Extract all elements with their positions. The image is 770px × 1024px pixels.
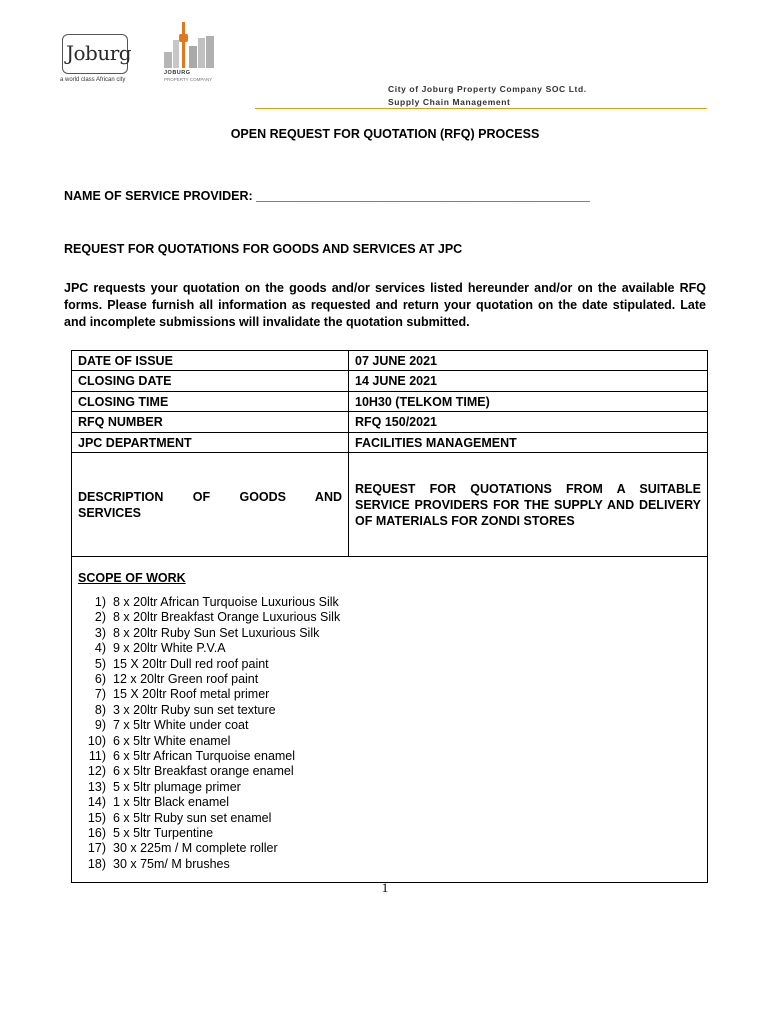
description-label xyxy=(72,453,349,556)
row-value: FACILITIES MANAGEMENT xyxy=(349,433,707,453)
list-item-number: 7) xyxy=(94,687,106,702)
list-item-text: 8 x 20ltr Ruby Sun Set Luxurious Silk xyxy=(113,625,320,640)
list-item-number: 18) xyxy=(87,856,106,871)
joburg-tagline: a world class African city xyxy=(60,77,126,83)
row-value: RFQ 150/2021 xyxy=(349,412,707,432)
list-item xyxy=(78,749,701,764)
list-item-number: 12) xyxy=(87,764,106,779)
scope-title: SCOPE OF WORK xyxy=(78,570,186,585)
company-block xyxy=(388,83,587,109)
scope-list xyxy=(78,595,701,872)
list-item-text: 6 x 5ltr African Turquoise enamel xyxy=(113,749,296,764)
list-item xyxy=(78,857,701,872)
jpc-logo xyxy=(160,14,220,86)
list-item-number: 11) xyxy=(88,749,106,764)
list-item xyxy=(78,718,701,733)
list-item xyxy=(78,626,701,641)
list-item xyxy=(78,795,701,810)
list-item-text: 15 X 20ltr Dull red roof paint xyxy=(113,656,269,671)
list-item-text: 7 x 5ltr White under coat xyxy=(113,718,249,733)
list-item xyxy=(78,610,701,625)
list-item-number: 1) xyxy=(94,594,106,609)
service-provider-field: NAME OF SERVICE PROVIDER: ________________________________________________ xyxy=(64,189,590,203)
table-row xyxy=(72,392,707,412)
list-item xyxy=(78,764,701,779)
list-item-text: 30 x 225m / M complete roller xyxy=(113,841,278,856)
table-row xyxy=(72,351,707,371)
company-department: Supply Chain Management xyxy=(388,97,511,107)
intro-paragraph: JPC requests your quotation on the goods and/or services listed hereunder and/or on the available RFQ forms. Please furnish all information as requested and return your quotation on the date stipulated. Late and incomplete submissions will invalidate the quotation submitted. xyxy=(64,281,706,329)
list-item-number: 9) xyxy=(94,718,106,733)
jpc-logo-sub: PROPERTY COMPANY xyxy=(164,77,213,82)
list-item xyxy=(78,595,701,610)
list-item xyxy=(78,672,701,687)
list-item-number: 13) xyxy=(87,779,106,794)
table-row xyxy=(72,371,707,391)
row-label: CLOSING TIME xyxy=(72,392,349,412)
list-item-number: 8) xyxy=(94,702,106,717)
list-item xyxy=(78,641,701,656)
list-item-number: 16) xyxy=(87,826,106,841)
list-item-number: 2) xyxy=(94,610,106,625)
row-value: 07 JUNE 2021 xyxy=(349,351,707,371)
list-item-text: 8 x 20ltr African Turquoise Luxurious Silk xyxy=(113,594,339,609)
list-item-text: 9 x 20ltr White P.V.A xyxy=(113,641,226,656)
list-item-text: 12 x 20ltr Green roof paint xyxy=(113,671,259,686)
list-item-number: 10) xyxy=(87,733,106,748)
list-item-text: 1 x 5ltr Black enamel xyxy=(113,795,230,810)
description-label-line2: SERVICES xyxy=(78,505,141,520)
list-item-text: 3 x 20ltr Ruby sun set texture xyxy=(113,702,276,717)
description-label-line1: DESCRIPTION OF GOODS AND xyxy=(78,489,342,504)
row-label: RFQ NUMBER xyxy=(72,412,349,432)
description-row xyxy=(72,453,707,557)
row-label: CLOSING DATE xyxy=(72,371,349,391)
list-item-text: 6 x 5ltr White enamel xyxy=(113,733,231,748)
list-item-text: 5 x 5ltr Turpentine xyxy=(113,826,214,841)
list-item-number: 17) xyxy=(87,841,106,856)
list-item xyxy=(78,703,701,718)
list-item xyxy=(78,826,701,841)
list-item-text: 5 x 5ltr plumage primer xyxy=(113,779,241,794)
list-item xyxy=(78,687,701,702)
list-item-text: 6 x 5ltr Ruby sun set enamel xyxy=(113,810,272,825)
header-rule xyxy=(255,108,707,109)
row-label: DATE OF ISSUE xyxy=(72,351,349,371)
list-item xyxy=(78,657,701,672)
list-item-number: 3) xyxy=(94,625,106,640)
list-item xyxy=(78,734,701,749)
list-item-number: 5) xyxy=(94,656,106,671)
list-item-text: 30 x 75m/ M brushes xyxy=(113,856,230,871)
table-row xyxy=(72,433,707,453)
joburg-logo xyxy=(60,24,150,86)
company-name: City of Joburg Property Company SOC Ltd. xyxy=(388,84,587,94)
rfq-details-table xyxy=(71,350,708,883)
table-row xyxy=(72,412,707,432)
list-item xyxy=(78,841,701,856)
joburg-logo-text: Joburg xyxy=(66,41,132,65)
scope-of-work xyxy=(72,557,707,882)
list-item-text: 15 X 20ltr Roof metal primer xyxy=(113,687,270,702)
list-item xyxy=(78,780,701,795)
row-value: 10H30 (TELKOM TIME) xyxy=(349,392,707,412)
list-item-number: 6) xyxy=(94,671,106,686)
jpc-logo-name: JOBURG xyxy=(164,70,191,76)
list-item-text: 6 x 5ltr Breakfast orange enamel xyxy=(113,764,294,779)
list-item-number: 15) xyxy=(87,810,106,825)
description-value: REQUEST FOR QUOTATIONS FROM A SUITABLE SERVICE PROVIDERS FOR THE SUPPLY AND DELIVERY OF MATERIALS FOR ZONDI STORES xyxy=(355,481,701,528)
list-item-number: 4) xyxy=(94,641,106,656)
list-item-number: 14) xyxy=(87,795,106,810)
list-item xyxy=(78,811,701,826)
row-label: JPC DEPARTMENT xyxy=(72,433,349,453)
page-number: 1 xyxy=(381,880,389,895)
document-title: OPEN REQUEST FOR QUOTATION (RFQ) PROCESS xyxy=(230,127,540,141)
section-heading: REQUEST FOR QUOTATIONS FOR GOODS AND SERVICES AT JPC xyxy=(64,242,463,256)
list-item-text: 8 x 20ltr Breakfast Orange Luxurious Silk xyxy=(113,610,341,625)
row-value: 14 JUNE 2021 xyxy=(349,371,707,391)
